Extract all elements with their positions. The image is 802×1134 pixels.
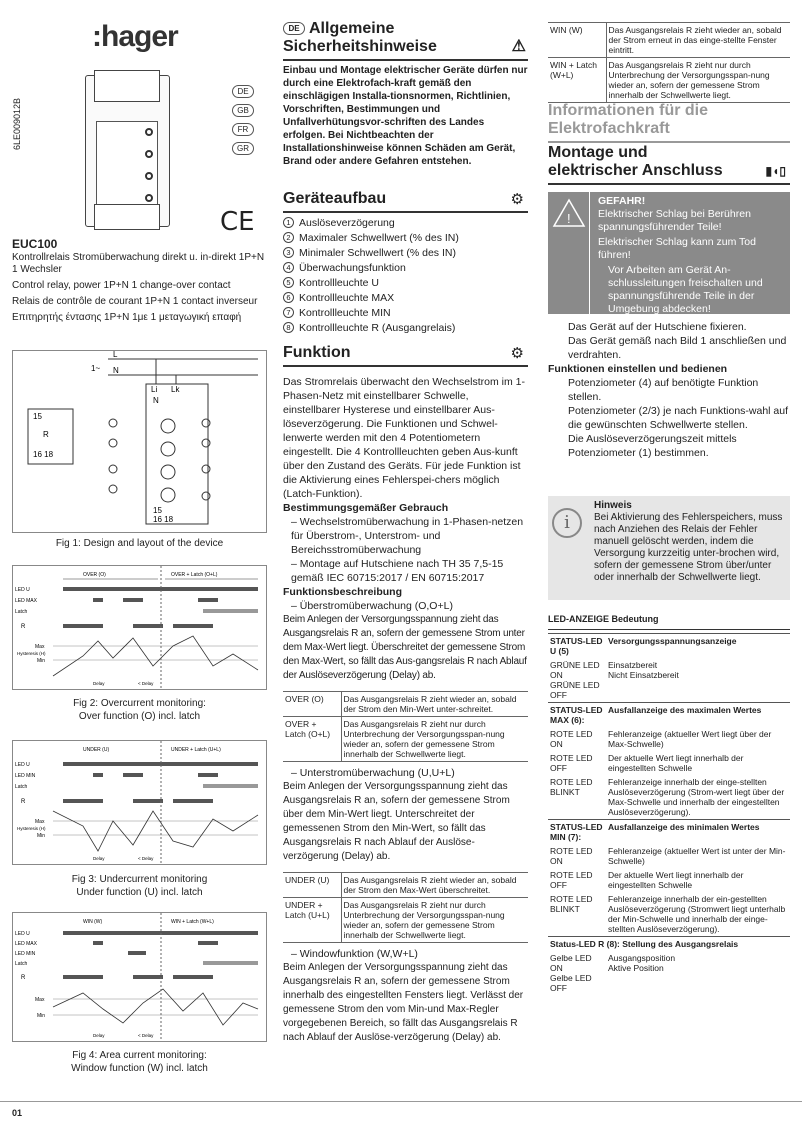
info-icon: i	[552, 508, 582, 538]
row-key: WIN (W)	[548, 23, 606, 58]
led-row	[548, 751, 790, 775]
led-row	[548, 727, 790, 751]
geraet-item	[283, 231, 528, 246]
info-section	[548, 102, 790, 146]
led-section-row	[548, 820, 790, 845]
led-value: Versorgungsspannungsanzeige	[606, 634, 790, 659]
svg-text:< Delay: < Delay	[138, 856, 154, 861]
product-desc-fr: Relais de contrôle de courant 1P+N 1 contact inverseur	[12, 296, 258, 307]
item-number-badge: 5	[283, 277, 294, 288]
montage-section	[548, 144, 790, 188]
hint-title: Hinweis	[594, 500, 632, 511]
geraet-item-text: Kontrollleuchte MAX	[299, 292, 395, 304]
geraet-item-text: Kontrollleuchte R (Ausgangrelais)	[299, 322, 456, 334]
svg-text:LED MAX: LED MAX	[15, 598, 37, 604]
led-row	[548, 775, 790, 820]
geraet-list	[283, 216, 528, 336]
use-item-2: – Montage auf Hutschiene nach TH 35 7,5-15 gemäß IEC 60715:2017 / EN 60715:2017	[291, 558, 504, 584]
info-title: Informationen für die Elektrofachkraft	[548, 102, 708, 137]
structure-icon: ⚙	[510, 191, 524, 208]
svg-text:Delay: Delay	[93, 856, 105, 861]
fig2-caption: Fig 2: Overcurrent monitoring: Over function (O) incl. latch	[73, 698, 206, 722]
geraet-item	[283, 291, 528, 306]
hager-logo: :hager	[92, 20, 178, 53]
safety-lang-badge: DE	[283, 22, 305, 35]
svg-text:WIN (W): WIN (W)	[83, 919, 103, 925]
danger-text-3: Vor Arbeiten am Gerät An-schlussleitungen freischalten und spannungsführende Teile in der Umgebung abdecken!	[608, 264, 763, 315]
term-1618: 16 18	[153, 515, 174, 524]
row-value: Das Ausgangsrelais R zieht wieder an, sobald der Strom den Max-Wert überschreitet.	[343, 875, 517, 895]
led-key: STATUS-LED U (5)	[548, 634, 606, 659]
led-row	[548, 658, 790, 703]
row-key: WIN + Latch (W+L)	[548, 58, 606, 103]
fig4-caption: Fig 4: Area current monitoring: Window function (W) incl. latch	[71, 1050, 208, 1074]
over-text: Beim Anlegen der Versorgungsspannung zieht das Ausgangsrelais R an, sofern der gemessene Strom unter dem Max-Wert liegt. Überschreitet der gemessene Strom den Max-Wert, so fällt das Aus-gangsrelais R nach Ablauf der Auslöseverzögerung (Delay) ab.	[283, 614, 527, 681]
geraet-item	[283, 246, 528, 261]
geraet-item	[283, 276, 528, 291]
footer-rule	[0, 1101, 802, 1102]
term-n: N	[153, 396, 159, 405]
table-row	[283, 717, 528, 762]
relay-1618: 16 18	[33, 450, 54, 459]
document-code: 6LE009012B	[12, 97, 22, 150]
item-number-badge: 1	[283, 217, 294, 228]
svg-text:Delay: Delay	[93, 1033, 105, 1038]
geraet-title: Geräteaufbau	[283, 190, 387, 207]
led-title: LED-ANZEIGE Bedeutung	[548, 614, 659, 624]
svg-text:Min: Min	[37, 1013, 46, 1019]
led-row	[548, 868, 790, 892]
table-row	[548, 58, 790, 103]
product-name: EUC100	[12, 237, 58, 251]
montage-title: Montage und elektrischer Anschluss	[548, 144, 723, 179]
svg-text:Latch: Latch	[15, 961, 28, 967]
danger-title: GEFAHR!	[598, 195, 646, 207]
geraet-item-text: Minimaler Schwellwert (% des IN)	[299, 247, 456, 259]
item-number-badge: 4	[283, 262, 294, 273]
set-title: Funktionen einstellen und bedienen	[548, 363, 728, 375]
led-key: ROTE LED OFF	[550, 870, 593, 890]
svg-text:Max: Max	[35, 644, 45, 650]
danger-text-1: Elektrischer Schlag bei Berühren spannungsführender Teile!	[598, 208, 751, 233]
svg-text:LED MIN: LED MIN	[15, 951, 36, 957]
led-value: Ausgangsposition Aktive Position	[608, 953, 676, 973]
win-text: Beim Anlegen der Versorgungsspannung zieht das Ausgangsrelais R an, sofern der gemessene Strom innerhalb des eingestellten Fensters liegt. Verlässt der gemessene Strom den vom Min-und Max-Regler vorgegebenen Bereich, so fällt das Ausgangsrelais R nach Ablauf der Auslöse-verzögerung (Delay) ab.	[283, 962, 524, 1043]
led-section-title: Status-LED R (8): Stellung des Ausgangsrelais	[548, 937, 790, 952]
led-value: Fehleranzeige innerhalb der einge-stellten Auslöseverzögerung (Strom-wert liegt über der Max-Schwelle und innerhalb der eingestellten Auslöseverzögerung).	[608, 777, 785, 817]
svg-text:OVER + Latch (O+L): OVER + Latch (O+L)	[171, 572, 218, 578]
table-row	[283, 898, 528, 943]
led-value: Ausfallanzeige des maximalen Wertes	[606, 703, 790, 728]
ce-mark: CE	[220, 207, 255, 237]
geraet-item-text: Kontrollleuchte MIN	[299, 307, 391, 319]
geraet-item	[283, 261, 528, 276]
svg-text:R: R	[21, 799, 26, 805]
led-value: Fehleranzeige (aktueller Wert liegt über der Max-Schwelle)	[608, 729, 772, 749]
led-key: ROTE LED BLINKT	[550, 894, 593, 914]
danger-text-2: Elektrischer Schlag kann zum Tod führen!	[598, 236, 756, 261]
wire-tilde: 1~	[91, 364, 101, 373]
svg-text:!: !	[567, 211, 571, 226]
fig3-caption: Fig 3: Undercurrent monitoring Under function (U) incl. latch	[71, 874, 208, 898]
svg-text:Max: Max	[35, 819, 45, 825]
row-key: OVER (O)	[283, 692, 341, 717]
row-value: Das Ausgangsrelais R zieht nur durch Unterbrechung der Versorgungsspan-nung wieder an, sofern der gemessene Strom innerhalb der Schwellwerte liegt.	[343, 719, 505, 759]
wiring-svg	[13, 351, 266, 532]
under-table	[283, 872, 528, 943]
hint-text: Bei Aktivierung des Fehlerspeichers, muss nach Anziehen des Relais der Fehler manuell gelöscht werden, indem die Versorgung kurzzeitig unter-brochen wird, sofern der gemessene Strom über/unter oder innerhalb der Schwellwerte liegt.	[594, 512, 783, 583]
steps-section	[548, 320, 790, 460]
lang-badge-gr[interactable]: GR	[232, 142, 254, 155]
timing-under-diagram	[12, 740, 267, 865]
row-value: Das Ausgangsrelais R zieht wieder an, sobald der Strom erneut in das einge-stellte Fenster eintritt.	[608, 25, 782, 55]
relay-r: R	[43, 430, 49, 439]
product-desc-de: Kontrollrelais Stromüberwachung direkt u. in-direkt 1P+N 1 Wechsler	[12, 252, 265, 275]
led-section-row	[548, 937, 790, 952]
step-1: Das Gerät auf der Hutschiene fixieren.	[568, 321, 747, 333]
led-key: STATUS-LED MAX (6):	[548, 703, 606, 728]
row-key: UNDER + Latch (U+L)	[283, 898, 341, 943]
led-value: Fehleranzeige innerhalb der ein-gestellten Auslöseverzögerung (Stromwert liegt unterhalb der Min-Schwelle und innerhalb der einge-stellten Auslöseverzögerung).	[608, 894, 786, 934]
svg-text:R: R	[21, 975, 26, 981]
wire-n: N	[113, 366, 119, 375]
use-title: Bestimmungsgemäßer Gebrauch	[283, 502, 449, 514]
relay-15: 15	[33, 412, 42, 421]
row-value: Das Ausgangsrelais R zieht nur durch Unterbrechung der Versorgungsspan-nung wieder an, sofern der gemessene Strom innerhalb der Schwellwerte liegt.	[343, 900, 505, 940]
led-key: Gelbe LED ON Gelbe LED OFF	[550, 953, 592, 993]
danger-box	[548, 192, 790, 314]
geraet-item-text: Überwachungsfunktion	[299, 262, 406, 274]
svg-text:LED U: LED U	[15, 587, 30, 593]
language-badges	[232, 85, 254, 161]
timing-over-svg	[13, 566, 266, 689]
led-row	[548, 892, 790, 937]
item-number-badge: 6	[283, 292, 294, 303]
geraet-item-text: Kontrollleuchte U	[299, 277, 379, 289]
svg-text:Hysteresis (H): Hysteresis (H)	[17, 826, 46, 831]
svg-text:< Delay: < Delay	[138, 1033, 154, 1038]
svg-text:Latch: Latch	[15, 609, 28, 615]
win-head: – Windowfunktion (W,W+L)	[291, 948, 418, 960]
over-table	[283, 691, 528, 762]
set-3: Die Auslöseverzögerungszeit mittels Potenziometer (1) bestimmen.	[568, 433, 737, 459]
svg-text:Delay: Delay	[93, 681, 105, 686]
led-key: ROTE LED OFF	[550, 753, 593, 773]
set-2: Potenziometer (2/3) je nach Funktions-wahl auf die gewünschten Schwellwerte stellen.	[568, 405, 789, 431]
svg-text:< Delay: < Delay	[138, 681, 154, 686]
geraet-item-text: Maximaler Schwellwert (% des IN)	[299, 232, 459, 244]
led-key: ROTE LED ON	[550, 846, 593, 866]
svg-text:OVER (O): OVER (O)	[83, 572, 106, 578]
lang-badge-de[interactable]: DE	[232, 85, 254, 98]
geraet-item-text: Auslöseverzögerung	[299, 217, 395, 229]
use-item-1: – Wechselstromüberwachung in 1-Phasen-netzen für Überstrom-, Unterstrom- und Bereichsstromüberwachung	[291, 516, 524, 556]
timing-window-svg	[13, 913, 266, 1041]
led-section-row	[548, 703, 790, 728]
win-table	[548, 22, 790, 103]
table-row	[283, 692, 528, 717]
safety-text: Einbau und Montage elektrischer Geräte dürfen nur durch eine Elektrofach-kraft gemäß den einschlägigen Installa-tionsnormen, Richtlinien, Vorschriften, Bestimmungen und Unfallverhütungsvor-schriften des Landes erfolgen. Bei Nichtbeachten der Installationshinweise können Schäden am Gerät, Brand oder andere Gefahren entstehen.	[283, 65, 528, 167]
svg-text:R: R	[21, 624, 26, 630]
row-key: UNDER (U)	[283, 873, 341, 898]
svg-text:LED MAX: LED MAX	[15, 941, 37, 947]
led-key: ROTE LED ON	[550, 729, 593, 749]
product-desc-gr: Επιτηρητής έντασης 1P+N 1με 1 μεταγωγική επαφή	[12, 312, 242, 323]
fb-title: Funktionsbeschreibung	[283, 586, 403, 598]
table-row	[548, 23, 790, 58]
led-value: Der aktuelle Wert liegt innerhalb der eingestellten Schwelle	[608, 753, 744, 773]
led-key: STATUS-LED MIN (7):	[548, 820, 606, 845]
safety-section	[283, 20, 528, 168]
funktion-title: Funktion	[283, 344, 351, 361]
wiring-diagram	[12, 350, 267, 533]
hint-box	[548, 496, 790, 600]
led-table	[548, 633, 790, 995]
product-description	[12, 238, 267, 328]
geraet-item	[283, 306, 528, 321]
danger-icon	[548, 192, 590, 314]
led-section	[548, 612, 790, 995]
led-key: GRÜNE LED ON GRÜNE LED OFF	[550, 660, 600, 700]
table-row	[283, 873, 528, 898]
svg-text:WIN + Latch (W+L): WIN + Latch (W+L)	[171, 919, 214, 925]
under-text: Beim Anlegen der Versorgungsspannung zieht das Ausgangsrelais R an, sofern der gemessene Strom über dem Min-Wert liegt. Unterschreitet der gemessenen Strom den Min-Wert, so fällt das Ausgangsrelais R nach Ablauf der Auslöse-verzögerung (Delay) ab.	[283, 781, 510, 862]
funktion-intro: Das Stromrelais überwacht den Wechselstrom im 1-Phasen-Netz mit einstellbarer Schwelle, einstellbarer Hysterese und einstellbarer Aus-löseverzögerung. Die Funktionen und Schwel-lenwerte werden mit den 4 Potentiometern eingestellt. Die 4 Kontrollleuchten geben Aus-kunft über den Zustand des Geräts. Für jede Funktion ist die Aktivierung eines Fehlerspei-chers möglich (Latch-Funktion).	[283, 376, 525, 500]
svg-text:Min: Min	[37, 833, 46, 839]
svg-text:UNDER + Latch (U+L): UNDER + Latch (U+L)	[171, 747, 221, 753]
item-number-badge: 7	[283, 307, 294, 318]
item-number-badge: 3	[283, 247, 294, 258]
wire-l: L	[113, 351, 118, 359]
led-value: Fehleranzeige (aktueller Wert ist unter der Min-Schwelle)	[608, 846, 786, 866]
svg-text:LED U: LED U	[15, 931, 30, 937]
safety-title: DE Allgemeine Sicherheitshinweise ⚠	[283, 20, 526, 55]
connector-icon: ▮◖▯	[765, 164, 786, 178]
led-key: ROTE LED BLINKT	[550, 777, 593, 797]
page-number: 01	[12, 1108, 23, 1118]
geraet-item	[283, 216, 528, 231]
timing-under-svg	[13, 741, 266, 864]
device-illustration	[85, 75, 170, 227]
led-value: Einsatzbereit Nicht Einsatzbereit	[608, 660, 679, 680]
fig1-caption: Fig 1: Design and layout of the device	[55, 538, 224, 549]
led-section-row	[548, 634, 790, 659]
function-gear-icon: ⚙	[510, 345, 524, 362]
term-lk: Lk	[171, 385, 180, 394]
svg-text:Min: Min	[37, 658, 46, 664]
item-number-badge: 8	[283, 322, 294, 333]
term-15: 15	[153, 506, 162, 515]
over-head: – Überstromüberwachung (O,O+L)	[291, 600, 453, 612]
step-2: Das Gerät gemäß nach Bild 1 anschließen und verdrahten.	[568, 335, 787, 361]
led-row	[548, 951, 790, 995]
lang-badge-fr[interactable]: FR	[232, 123, 254, 136]
led-value: Ausfallanzeige des minimalen Wertes	[606, 820, 790, 845]
svg-text:Hysteresis (H): Hysteresis (H)	[17, 651, 46, 656]
under-head: – Unterstromüberwachung (U,U+L)	[291, 767, 455, 779]
term-li: Li	[151, 385, 158, 394]
timing-over-diagram	[12, 565, 267, 690]
row-value: Das Ausgangsrelais R zieht nur durch Unterbrechung der Versorgungsspan-nung wieder an, sofern der gemessene Strom innerhalb der Schwellwerte liegt.	[608, 60, 770, 100]
led-value: Der aktuelle Wert liegt innerhalb der eingestellten Schwelle	[608, 870, 744, 890]
product-desc-en: Control relay, power 1P+N 1 change-over contact	[12, 280, 231, 291]
svg-text:LED MIN: LED MIN	[15, 773, 36, 779]
svg-text:Max: Max	[35, 997, 45, 1003]
row-value: Das Ausgangsrelais R zieht wieder an, sobald der Strom den Min-Wert unter-schreitet.	[343, 694, 517, 714]
geraet-item	[283, 321, 528, 336]
geraet-section	[283, 190, 528, 336]
row-key: OVER + Latch (O+L)	[283, 717, 341, 762]
svg-text:Latch: Latch	[15, 784, 28, 790]
timing-window-diagram	[12, 912, 267, 1042]
svg-text:UNDER (U): UNDER (U)	[83, 747, 110, 753]
set-1: Potenziometer (4) auf benötigte Funktion stellen.	[568, 377, 759, 403]
lang-badge-gb[interactable]: GB	[232, 104, 254, 117]
svg-text:LED U: LED U	[15, 762, 30, 768]
funktion-section	[283, 344, 528, 1045]
item-number-badge: 2	[283, 232, 294, 243]
led-row	[548, 844, 790, 868]
workers-warning-icon: ⚠	[511, 38, 526, 55]
